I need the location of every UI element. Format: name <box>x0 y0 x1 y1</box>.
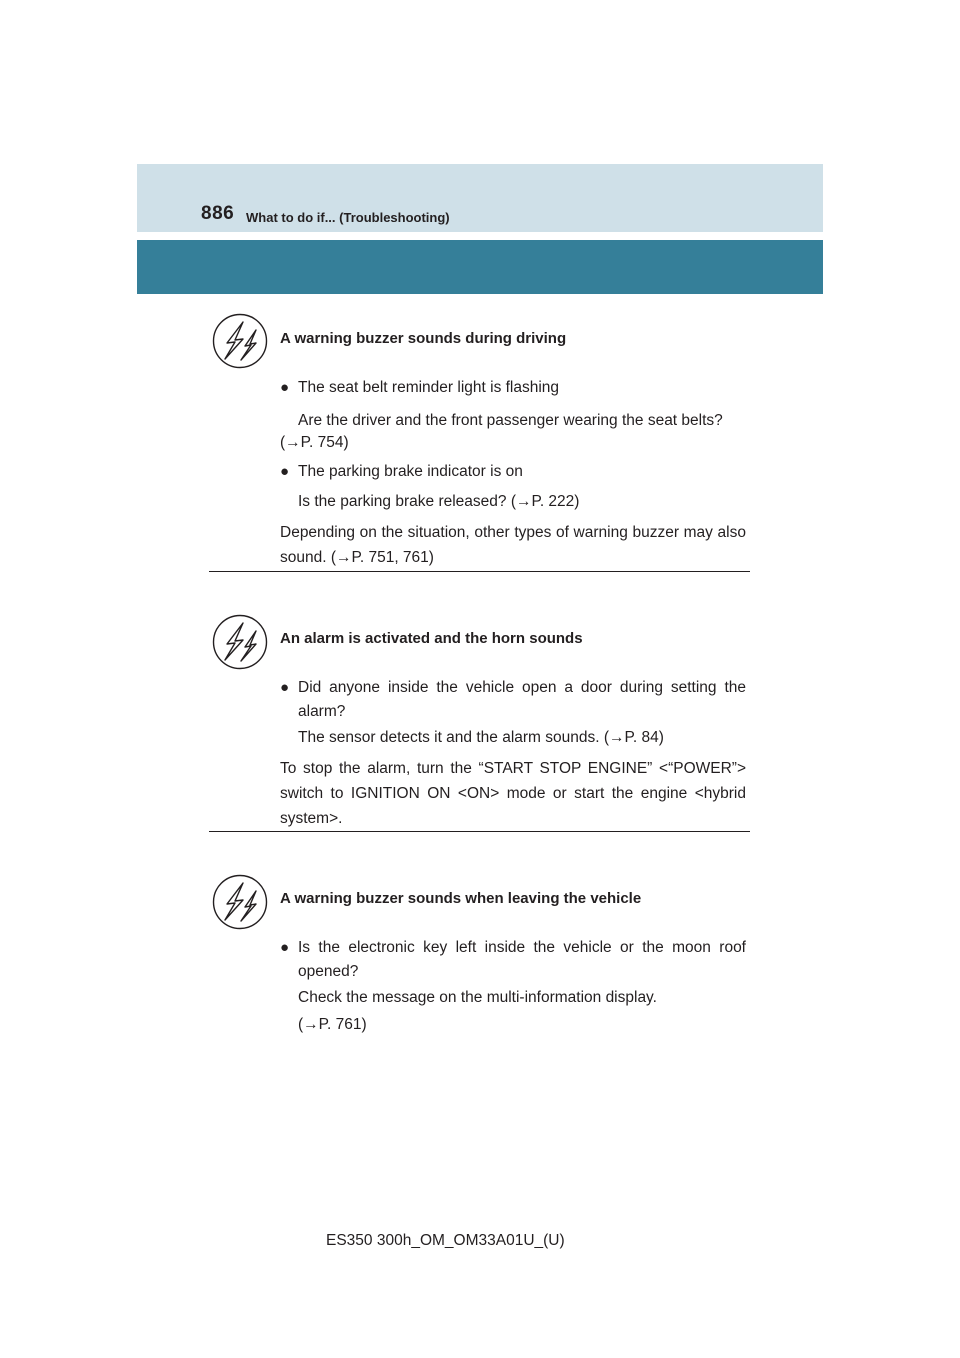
section-note: Depending on the situation, other types of warning buzzer may also sound. (→P. 751, 761) <box>280 524 746 566</box>
title-band <box>137 240 823 294</box>
warning-lightning-icon <box>212 313 268 369</box>
bullet-marker: ● <box>280 679 290 696</box>
bullet-line: Check the message on the multi-information display. <box>298 989 657 1006</box>
bullet-line: (→P. 761) <box>298 1016 367 1033</box>
section-divider <box>209 571 750 572</box>
section-heading: A warning buzzer sounds during driving <box>280 330 567 347</box>
bullet-text: Did anyone inside the vehicle open a door during setting the alarm? <box>298 679 746 720</box>
page-number: 886 <box>201 203 235 224</box>
warning-lightning-icon <box>212 874 268 930</box>
header-band <box>137 164 823 232</box>
warning-lightning-icon <box>212 614 268 670</box>
bullet-marker: ● <box>280 379 290 396</box>
section-title: What to do if... (Troubleshooting) <box>246 210 450 225</box>
document-code: ES350 300h_OM_OM33A01U_(U) <box>326 1232 565 1249</box>
bullet-text: The parking brake indicator is on <box>298 463 523 480</box>
bullet-text: The seat belt reminder light is flashing <box>298 379 560 396</box>
bullet-line: (→P. 754) <box>280 434 349 451</box>
bullet-text: Is the electronic key left inside the vehicle or the moon roof opened? <box>298 939 746 980</box>
bullet-line: Is the parking brake released? (→P. 222) <box>298 493 580 510</box>
bullet-line: The sensor detects it and the alarm sounds. (→P. 84) <box>298 729 664 746</box>
bullet-marker: ● <box>280 939 290 956</box>
section-heading: A warning buzzer sounds when leaving the vehicle <box>280 890 642 907</box>
section-note: To stop the alarm, turn the “START STOP ENGINE” <“POWER”> switch to IGNITION ON <ON> mode or start the engine <hybrid system>. <box>280 760 746 827</box>
bullet-line: Are the driver and the front passenger wearing the seat belts? <box>298 412 723 429</box>
section-divider <box>209 831 750 832</box>
section-heading: An alarm is activated and the horn sounds <box>280 630 583 647</box>
bullet-marker: ● <box>280 463 290 480</box>
